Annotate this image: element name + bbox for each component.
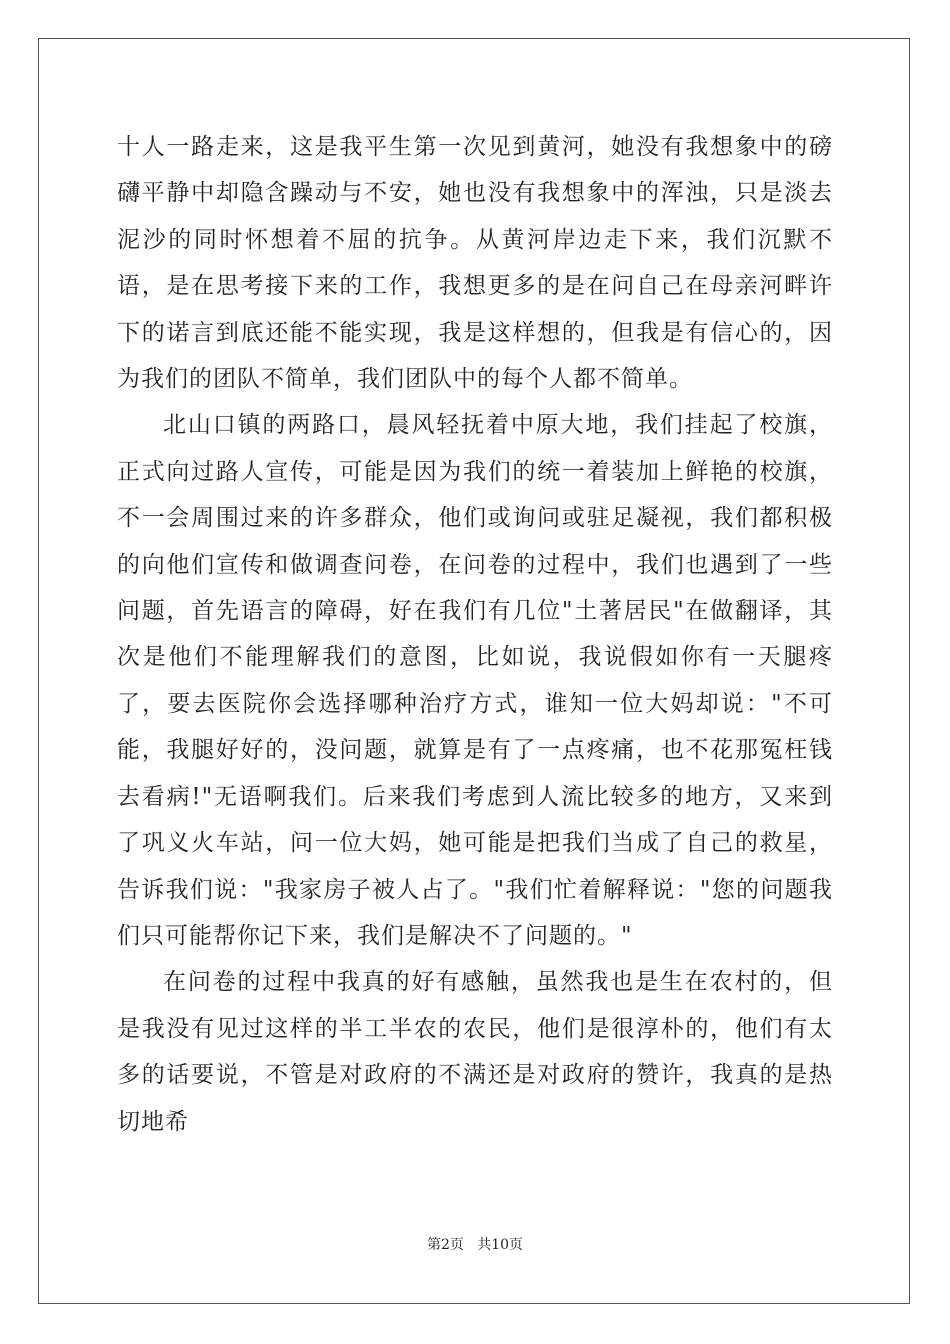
paragraph-2: 北山口镇的两路口，晨风轻抚着中原大地，我们挂起了校旗，正式向过路人宣传，可能是因为我们的统一着装加上鲜艳的校旗，不一会周围过来的许多群众，他们或询问或驻足凝视，我们都积极的向他们宣传和做调查问卷，在问卷的过程中，我们也遇到了一些问题，首先语言的障碍，好在我们有几位"土著居民"在做翻译，其次是他们不能理解我们的意图，比如说，我说假如你有一天腿疼了，要去医院你会选择哪种治疗方式，谁知一位大妈却说："不可能，我腿好好的，没问题，就算是有了一点疼痛，也不花那冤枉钱去看病!"无语啊我们。后来我们考虑到人流比较多的地方，又来到了巩义火车站，问一位大妈，她可能是把我们当成了自己的救星，告诉我们说："我家房子被人占了。"我们忙着解释说："您的问题我们只可能帮你记下来，我们是解决不了问题的。" (117, 412, 833, 949)
document-body (117, 124, 833, 1145)
page-number-footer: 第2页 共10页 (426, 1237, 524, 1253)
paragraph-1: 十人一路走来，这是我平生第一次见到黄河，她没有我想象中的磅礴平静中却隐含躁动与不安，她也没有我想象中的浑浊，只是淡去泥沙的同时怀想着不屈的抗争。从黄河岸边走下来，我们沉默不语，是在思考接下来的工作，我想更多的是在问自己在母亲河畔许下的诺言到底还能不能实现，我是这样想的，但我是有信心的，因为我们的团队不简单，我们团队中的每个人都不简单。 (117, 134, 833, 393)
paragraph-3: 在问卷的过程中我真的好有感触，虽然我也是生在农村的，但是我没有见过这样的半工半农的农民，他们是很淳朴的，他们有太多的话要说，不管是对政府的不满还是对政府的赞许，我真的是热切地希 (117, 969, 833, 1135)
